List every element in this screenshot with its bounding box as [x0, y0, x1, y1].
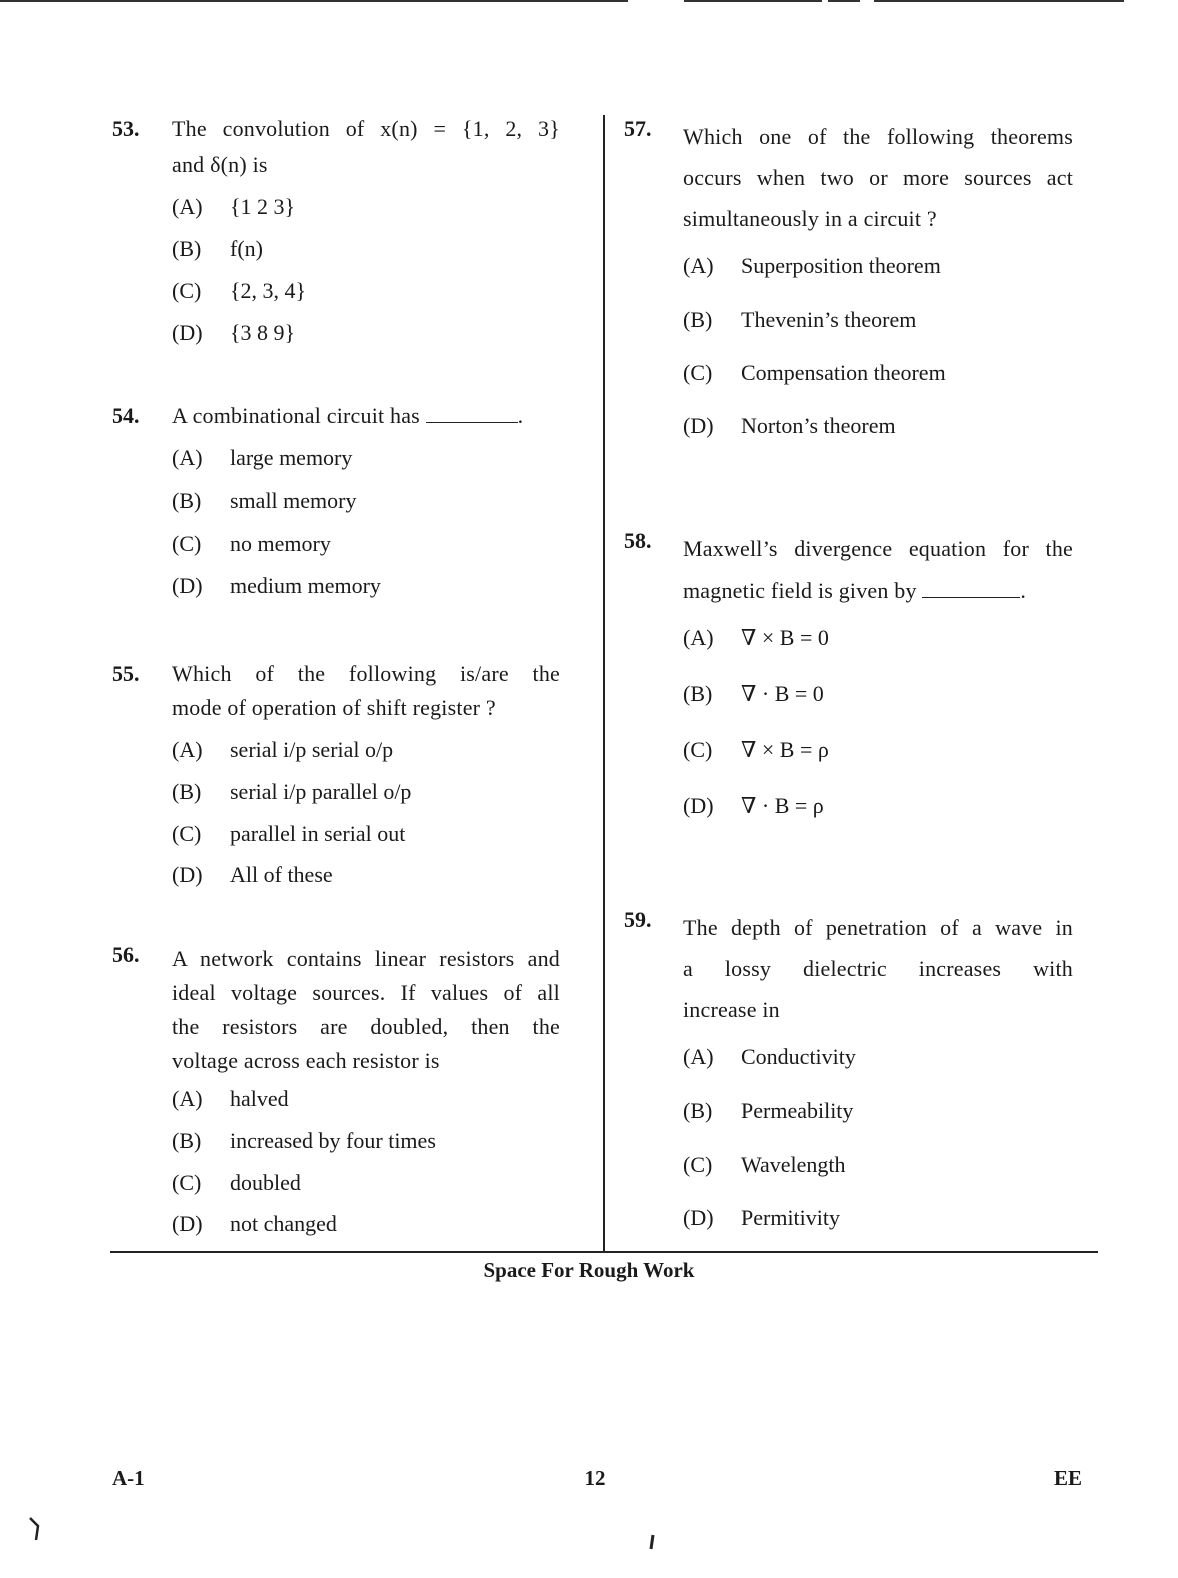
- question-number: 58.: [624, 528, 652, 553]
- option-d: (D) All of these: [172, 862, 333, 887]
- footer-left: A-1: [112, 1466, 145, 1490]
- page-number: 12: [584, 1466, 606, 1490]
- question-number: 59.: [624, 907, 652, 932]
- question-number: 57.: [624, 116, 652, 141]
- top-rule: [684, 0, 822, 2]
- question-number: 53.: [112, 116, 140, 141]
- option-b: (B) f(n): [172, 236, 263, 261]
- option-b: (B) serial i/p parallel o/p: [172, 779, 412, 804]
- scan-mark: [28, 1516, 38, 1538]
- option-c: (C) {2, 3, 4}: [172, 278, 307, 303]
- question-text: Which of the following is/are the mode of operation of shift register ?: [172, 661, 560, 720]
- option-c: (C) doubled: [172, 1170, 301, 1195]
- question-text: Which one of the following theorems occurs when two or more sources act simultaneously in a circuit ?: [683, 124, 1073, 231]
- option-c: (C) ∇ × B = ρ: [683, 737, 829, 762]
- option-d: (D) Norton’s theorem: [683, 413, 896, 438]
- option-c: (C) Wavelength: [683, 1152, 846, 1177]
- option-d: (D) medium memory: [172, 573, 381, 598]
- answer-blank: [922, 583, 1020, 598]
- option-b: (B) increased by four times: [172, 1128, 436, 1153]
- question-text: Maxwell’s divergence equation for the magnetic field is given by .: [683, 536, 1073, 603]
- answer-blank: [426, 408, 518, 423]
- column-divider: [603, 115, 605, 1251]
- question-number: 55.: [112, 661, 140, 686]
- option-a: (A) {1 2 3}: [172, 194, 296, 219]
- option-a: (A) halved: [172, 1086, 289, 1111]
- option-c: (C) parallel in serial out: [172, 821, 406, 846]
- question-text: A combinational circuit has .: [172, 403, 524, 428]
- option-b: (B) small memory: [172, 488, 357, 513]
- top-rule: [874, 0, 1124, 2]
- option-b: (B) ∇ · B = 0: [683, 681, 824, 706]
- top-rule: [0, 0, 628, 2]
- question-number: 54.: [112, 403, 140, 428]
- option-d: (D) {3 8 9}: [172, 320, 296, 345]
- rough-work-heading: Space For Rough Work: [483, 1258, 695, 1282]
- option-d: (D) Permitivity: [683, 1205, 840, 1230]
- scan-mark: [648, 1530, 656, 1546]
- top-rule: [828, 0, 860, 2]
- option-c: (C) Compensation theorem: [683, 360, 946, 385]
- option-d: (D) not changed: [172, 1211, 337, 1236]
- question-text: A network contains linear resistors and ideal voltage sources. If values of all the resistors are doubled, then the voltage across each resistor is: [172, 946, 560, 1073]
- section-divider: [110, 1251, 1098, 1253]
- option-a: (A) ∇ × B = 0: [683, 625, 829, 650]
- option-c: (C) no memory: [172, 531, 331, 556]
- question-text: The depth of penetration of a wave in a lossy dielectric increases with increase in: [683, 915, 1073, 1022]
- question-text: The convolution of x(n) = {1, 2, 3} and δ(n) is: [172, 116, 560, 177]
- option-a: (A) serial i/p serial o/p: [172, 737, 394, 762]
- option-a: (A) large memory: [172, 445, 353, 470]
- option-b: (B) Permeability: [683, 1098, 854, 1123]
- option-b: (B) Thevenin’s theorem: [683, 307, 917, 332]
- option-d: (D) ∇ · B = ρ: [683, 793, 824, 818]
- question-number: 56.: [112, 942, 140, 967]
- option-a: (A) Superposition theorem: [683, 253, 941, 278]
- footer-right: EE: [1053, 1466, 1082, 1490]
- option-a: (A) Conductivity: [683, 1044, 856, 1069]
